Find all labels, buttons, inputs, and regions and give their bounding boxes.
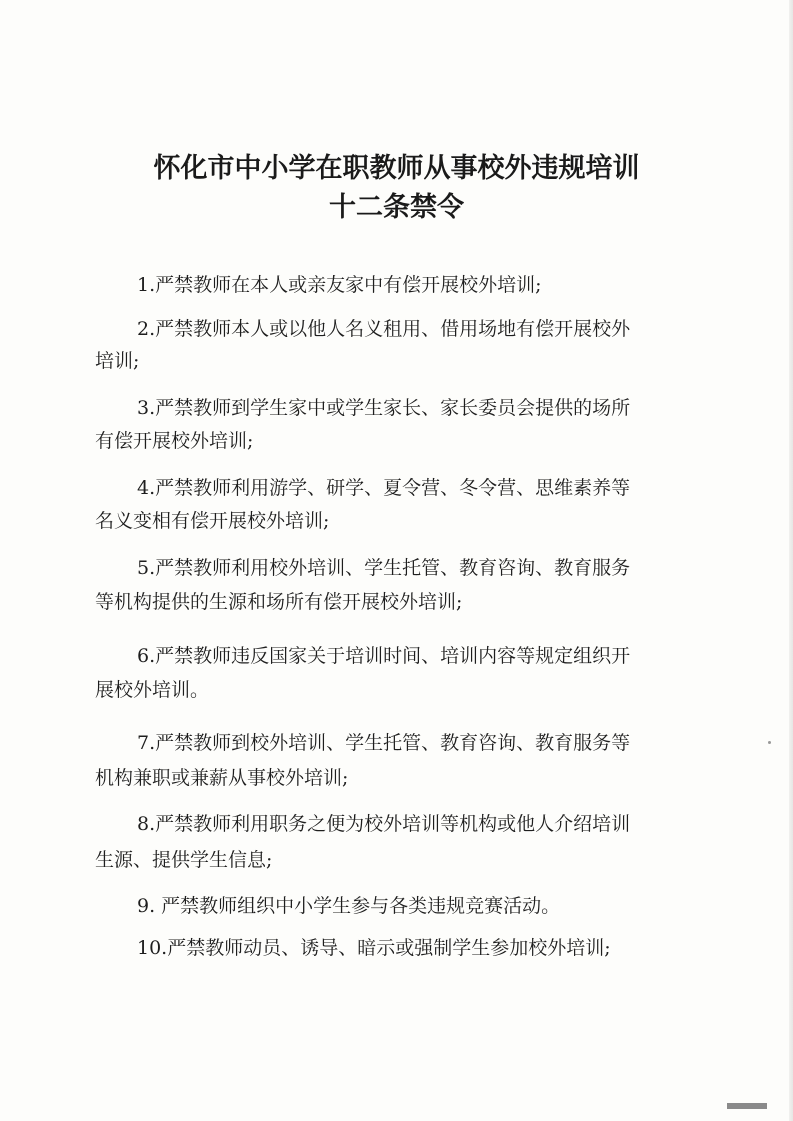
clause-5-line-1: 5.严禁教师利用校外培训、学生托管、教育咨询、教育服务 bbox=[137, 557, 631, 579]
clause-8-line-2: 生源、提供学生信息; bbox=[95, 849, 273, 871]
clause-8-line-1: 8.严禁教师利用职务之便为校外培训等机构或他人介绍培训 bbox=[137, 813, 631, 835]
scan-edge-shadow bbox=[789, 0, 793, 1121]
document-title-line-1: 怀化市中小学在职教师从事校外违规培训 bbox=[153, 153, 640, 184]
clause-7-line-2: 机构兼职或兼薪从事校外培训; bbox=[95, 767, 349, 789]
scan-corner-mark bbox=[727, 1103, 767, 1109]
scan-speck bbox=[768, 741, 771, 744]
clause-3-line-1: 3.严禁教师到学生家中或学生家长、家长委员会提供的场所 bbox=[137, 397, 631, 419]
clause-4-line-1: 4.严禁教师利用游学、研学、夏令营、冬令营、思维素养等 bbox=[137, 477, 631, 499]
document-title-line-2: 十二条禁令 bbox=[329, 192, 464, 223]
clause-3-line-2: 有偿开展校外培训; bbox=[95, 430, 254, 452]
clause-10-line-1: 10.严禁教师动员、诱导、暗示或强制学生参加校外培训; bbox=[137, 937, 611, 959]
clause-7-line-1: 7.严禁教师到校外培训、学生托管、教育咨询、教育服务等 bbox=[137, 732, 631, 754]
clause-2-line-2: 培训; bbox=[95, 350, 140, 372]
clause-5-line-2: 等机构提供的生源和场所有偿开展校外培训; bbox=[95, 591, 463, 613]
clause-2-line-1: 2.严禁教师本人或以他人名义租用、借用场地有偿开展校外 bbox=[137, 318, 631, 340]
clause-1-line-1: 1.严禁教师在本人或亲友家中有偿开展校外培训; bbox=[137, 274, 542, 296]
clause-9-line-1: 9. 严禁教师组织中小学生参与各类违规竞赛活动。 bbox=[137, 895, 561, 917]
clause-4-line-2: 名义变相有偿开展校外培训; bbox=[95, 510, 330, 532]
clause-6-line-2: 展校外培训。 bbox=[95, 679, 210, 701]
clause-6-line-1: 6.严禁教师违反国家关于培训时间、培训内容等规定组织开 bbox=[137, 645, 631, 667]
